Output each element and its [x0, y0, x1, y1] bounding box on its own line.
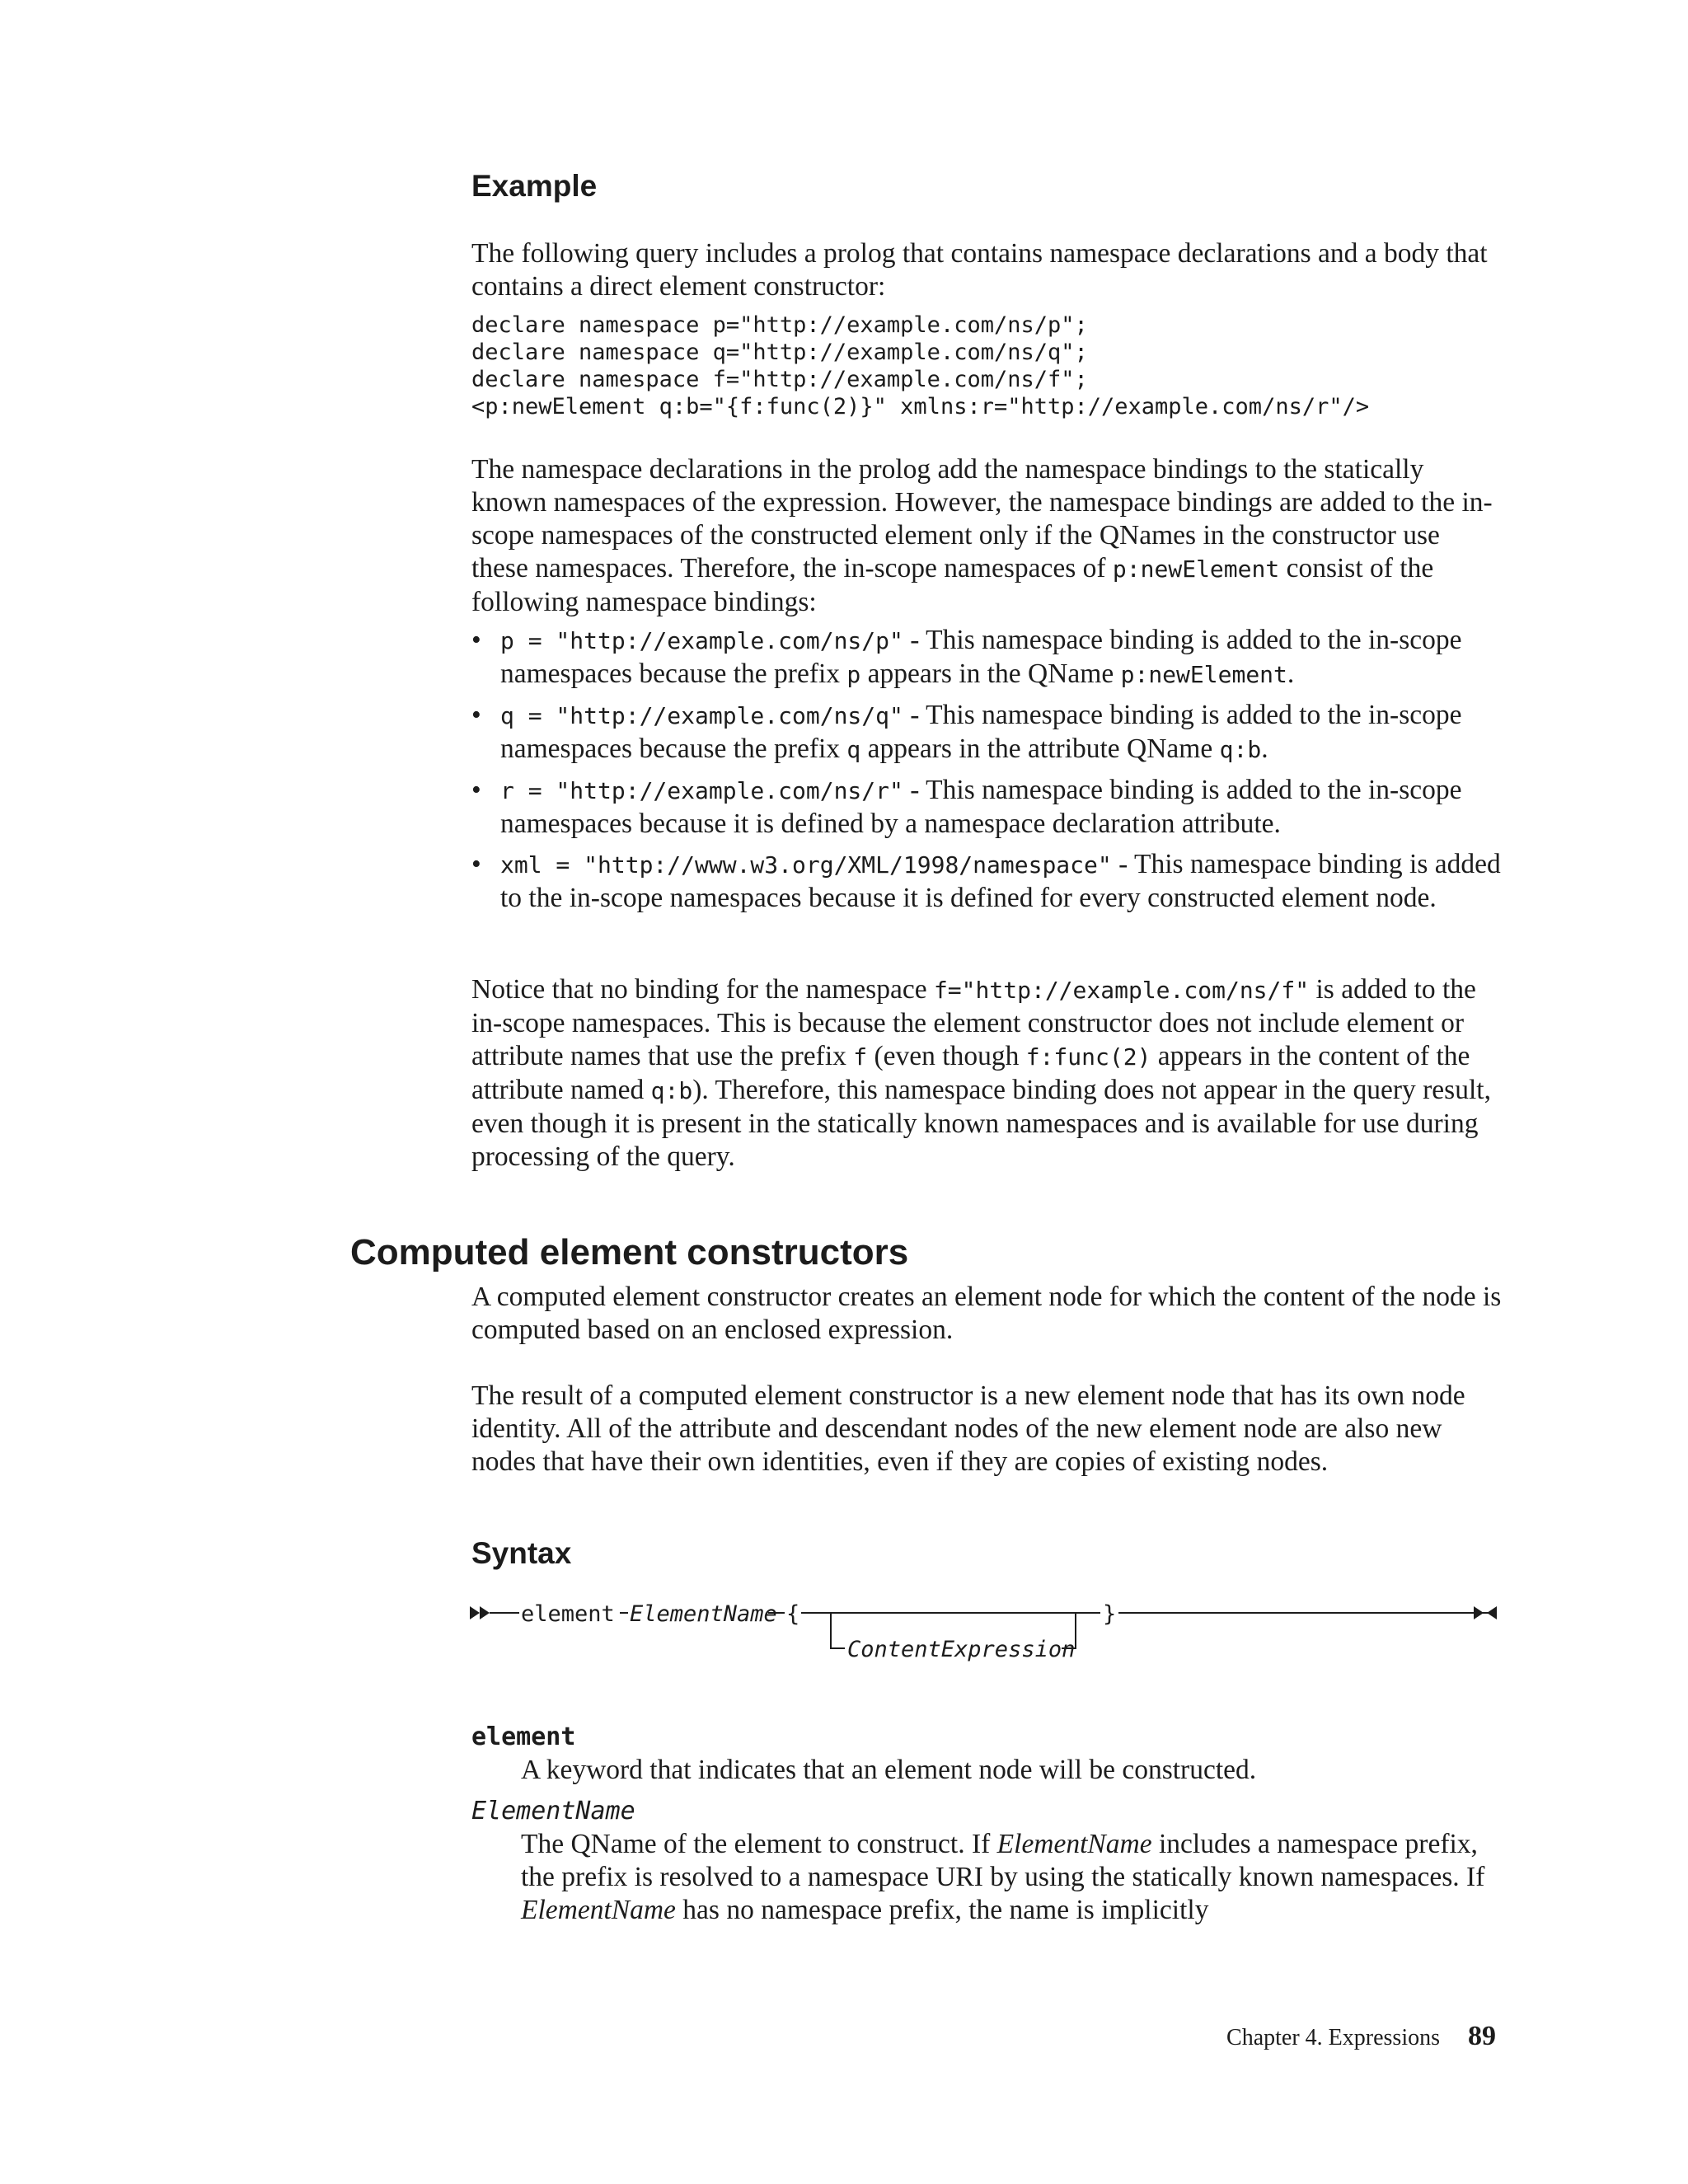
list-item — [471, 699, 1502, 766]
bullet-code: p — [846, 661, 861, 688]
list-item — [471, 774, 1502, 841]
bullet-code: q = "http://example.com/ns/q" — [500, 702, 903, 729]
syntax-open-brace: { — [786, 1603, 800, 1627]
notice-code: q:b — [650, 1077, 693, 1104]
notice-code: f="http://example.com/ns/f" — [933, 977, 1310, 1004]
start-arrow-icon — [470, 1606, 480, 1619]
bullet-text: appears in the QName — [860, 658, 1121, 689]
bullet-text: . — [1287, 658, 1295, 689]
bullet-text: - This namespace binding is added to the in-scope namespaces because the prefix — [500, 700, 1462, 764]
bullet-text: . — [1261, 733, 1268, 764]
binding-list — [471, 624, 1502, 922]
notice-text: Notice that no binding for the namespace — [471, 974, 934, 1005]
para2-tail: consist of the following namespace bindings: — [471, 553, 1434, 617]
def-term-element-name: ElementName — [471, 1797, 635, 1825]
syntax-keyword: element — [521, 1603, 615, 1627]
notice-paragraph — [471, 973, 1502, 1174]
bullet-text: - This namespace binding is added to the in-scope namespaces because it is defined by a namespace declaration attribute. — [500, 775, 1462, 839]
syntax-heading: Syntax — [471, 1536, 572, 1570]
bullet-icon: • — [471, 775, 481, 805]
code-line-1: declare namespace p="http://example.com/ns/p"; — [471, 312, 1088, 338]
bullet-icon: • — [471, 625, 481, 655]
def-term-element: element — [471, 1722, 576, 1751]
definition-list — [471, 1721, 1502, 1927]
syntax-close-brace: } — [1103, 1603, 1117, 1627]
notice-text: (even though — [867, 1041, 1026, 1071]
bullet-code: q:b — [1219, 736, 1262, 763]
def-desc-element: A keyword that indicates that an element node will be constructed. — [521, 1755, 1257, 1785]
section-heading: Computed element constructors — [350, 1232, 909, 1272]
page-number: 89 — [1468, 2021, 1496, 2051]
intro-paragraph: The following query includes a prolog that contains namespace declarations and a body that contains a direct element constructor: — [471, 238, 1488, 302]
bullet-icon: • — [471, 849, 481, 879]
example-heading: Example — [471, 169, 598, 203]
list-item — [471, 624, 1502, 691]
end-arrow-icon — [1474, 1606, 1484, 1619]
list-item — [471, 848, 1502, 915]
notice-text: is added to the in-scope namespaces. This is because the element constructor does not include element or attribute names that use the prefix — [471, 974, 1476, 1071]
namespace-declarations-paragraph — [471, 453, 1502, 619]
section-paragraph-1: A computed element constructor creates an element node for which the content of the node is computed based on an enclosed expression. — [471, 1282, 1502, 1345]
code-line-4: <p:newElement q:b="{f:func(2)}" xmlns:r="http://example.com/ns/r"/> — [471, 394, 1370, 419]
notice-code: f — [853, 1043, 868, 1071]
bullet-text: - This namespace binding is added to the in-scope namespaces because it is defined for every constructed element node. — [500, 849, 1501, 913]
code-line-2: declare namespace q="http://example.com/ns/q"; — [471, 340, 1088, 365]
syntax-content-expression: ContentExpression — [847, 1637, 1076, 1662]
def-italic: ElementName — [521, 1895, 676, 1925]
def-italic: ElementName — [996, 1829, 1152, 1859]
notice-text: appears in the content of the attribute named — [471, 1041, 1470, 1105]
page-footer — [1226, 2021, 1496, 2052]
section-paragraph-2: The result of a computed element constructor is a new element node that has its own node identity. All of the attribute and descendant nodes of the new element node are also new nodes that have their own identities, even if they are copies of existing nodes. — [471, 1380, 1465, 1477]
notice-code: f:func(2) — [1025, 1043, 1151, 1071]
bullet-code: r = "http://example.com/ns/r" — [500, 777, 903, 804]
def-desc-element-name — [521, 1828, 1502, 1927]
bullet-text: - This namespace binding is added to the in-scope namespaces because the prefix — [500, 625, 1462, 689]
bullet-icon: • — [471, 700, 481, 730]
footer-chapter: Chapter 4. Expressions — [1226, 2025, 1440, 2050]
code-line-3: declare namespace f="http://example.com/ns/f"; — [471, 367, 1088, 392]
def-text: The QName of the element to construct. If — [521, 1829, 997, 1859]
bullet-code: xml = "http://www.w3.org/XML/1998/namespace" — [500, 851, 1112, 879]
bullet-code: p = "http://example.com/ns/p" — [500, 627, 903, 654]
end-arrow-icon — [1487, 1606, 1497, 1619]
para2-text: The namespace declarations in the prolog add the namespace bindings to the statically known namespaces of the expression. However, the namespace bindings are added to the in-scope namespaces of the constructed element only if the QNames in the constructor use these namespaces. Therefore, the in-scope namespaces of — [471, 454, 1493, 583]
code-block — [471, 312, 1502, 420]
syntax-diagram — [470, 1603, 1500, 1669]
def-text: includes a namespace prefix, the prefix is resolved to a namespace URI by using the statically known namespaces. If — [521, 1829, 1485, 1892]
bullet-text: appears in the attribute QName — [860, 733, 1220, 764]
def-text: has no namespace prefix, the name is implicitly — [675, 1895, 1209, 1925]
syntax-element-name: ElementName — [630, 1603, 777, 1627]
para2-code: p:newElement — [1112, 555, 1280, 583]
bullet-code: p:newElement — [1120, 661, 1287, 688]
notice-text: ). Therefore, this namespace binding does not appear in the query result, even though it is present in the statically known namespaces and is available for use during processing of the query. — [471, 1075, 1491, 1172]
start-arrow-icon — [480, 1606, 490, 1619]
bullet-code: q — [846, 736, 861, 763]
